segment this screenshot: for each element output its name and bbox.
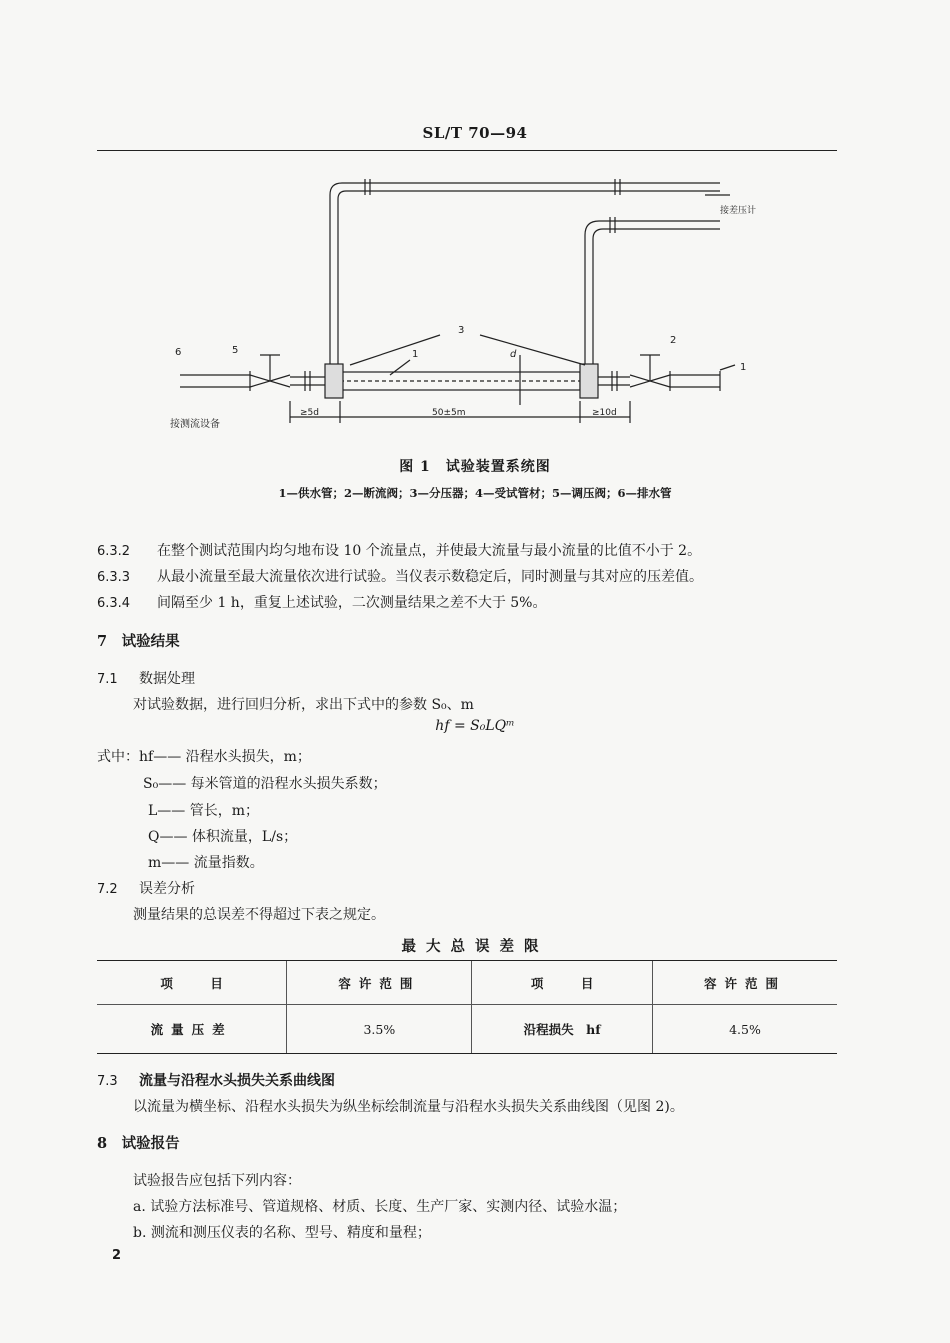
paragraph-6-3-4	[97, 592, 546, 612]
clause-7-2-text: 测量结果的总误差不得超过下表之规定。	[133, 907, 385, 923]
clause-text: 从最小流量至最大流量依次进行试验。当仪表示数稳定后，同时测量与其对应的压差值。	[157, 569, 703, 585]
clause-title: 误差分析	[139, 881, 195, 897]
label-connect-gauge: 接差压计	[720, 206, 757, 216]
label-1: 1	[740, 362, 747, 373]
var-l: L—— 管长，m；	[148, 803, 260, 819]
label-5: 5	[232, 345, 239, 356]
figure-caption: 图 1 试验装置系统图	[399, 459, 551, 475]
header-rule	[97, 150, 837, 151]
cell-flow-pressure: 流量压差	[97, 1005, 287, 1054]
clause-7-3-text: 以流量为横坐标、沿程水头损失为纵坐标绘制流量与沿程水头损失关系曲线图（见图 2)。	[133, 1099, 684, 1115]
paragraph-6-3-3	[97, 566, 703, 586]
formula: hf = S₀LQᵐ	[435, 718, 515, 734]
label-d: d	[510, 349, 517, 360]
clause-number: 7.2	[97, 882, 118, 897]
list-item: a. 试验方法标准号、管道规格、材质、长度、生产厂家、实测内径、试验水温；	[133, 1199, 627, 1215]
apparatus-diagram	[160, 165, 800, 445]
list-item: b. 测流和测压仪表的名称、型号、精度和量程；	[133, 1225, 431, 1241]
header-item-1: 项 目	[97, 961, 287, 1005]
header-item-2: 项 目	[472, 961, 653, 1005]
clause-number: 7.3	[97, 1074, 118, 1089]
valve-5-left	[250, 375, 270, 387]
label-length: 50±5m	[432, 408, 466, 418]
section-7-title: 7 试验结果	[97, 633, 180, 650]
clause-7-1	[97, 668, 195, 688]
table-title: 最大总误差限	[401, 938, 549, 955]
pressure-divider-left	[325, 364, 343, 398]
variables-intro	[97, 746, 311, 766]
cell-flow-range: 3.5%	[287, 1005, 472, 1054]
paragraph-6-3-2	[97, 540, 701, 560]
label-2: 2	[670, 335, 677, 346]
label-ge10d: ≥10d	[592, 408, 617, 418]
var-m: m—— 流量指数。	[148, 855, 264, 871]
clause-7-1-text: 对试验数据，进行回归分析，求出下式中的参数 S₀、m	[133, 697, 474, 713]
header-range-1: 容许范围	[287, 961, 472, 1005]
label-3: 3	[458, 325, 465, 336]
label-ge5d: ≥5d	[300, 408, 319, 418]
document-header-code: SL/T 70—94	[422, 124, 528, 142]
label-6: 6	[175, 347, 182, 358]
error-limits-table	[97, 960, 837, 1054]
clause-number: 6.3.3	[97, 570, 131, 585]
header-range-2: 容许范围	[652, 961, 837, 1005]
section-8-intro: 试验报告应包括下列内容：	[133, 1173, 301, 1189]
clause-title: 数据处理	[139, 671, 195, 687]
clause-number: 6.3.2	[97, 544, 131, 559]
clause-text: 在整个测试范围内均匀地布设 10 个流量点，并使最大流量与最小流量的比值不小于 2。	[157, 543, 702, 559]
clause-7-2	[97, 878, 195, 898]
clause-text: 间隔至少 1 h，重复上述试验，二次测量结果之差不大于 5%。	[157, 595, 547, 611]
pressure-divider-right	[580, 364, 598, 398]
valve-2-right	[630, 375, 650, 387]
clause-title: 流量与沿程水头损失关系曲线图	[139, 1073, 335, 1089]
clause-number: 7.1	[97, 672, 118, 687]
clause-number: 6.3.4	[97, 596, 131, 611]
table-row	[97, 1005, 837, 1054]
cell-head-range: 4.5%	[652, 1005, 837, 1054]
label-4: 1	[412, 349, 419, 360]
label-connect-flow: 接测流设备	[170, 419, 220, 430]
var-q: Q—— 体积流量，L/s；	[148, 829, 298, 845]
figure-legend: 1—供水管；2—断流阀；3—分压器；4—受试管材；5—调压阀；6—排水管	[278, 486, 672, 500]
page-number: 2	[112, 1248, 122, 1263]
vars-label: 式中：	[97, 749, 139, 765]
clause-7-3	[97, 1070, 335, 1090]
var-s0: S₀—— 每米管道的沿程水头损失系数；	[143, 776, 387, 792]
section-8-title: 8 试验报告	[97, 1135, 180, 1152]
table-header-row	[97, 961, 837, 1005]
var-hf: hf—— 沿程水头损失，m；	[139, 749, 311, 765]
test-apparatus-figure	[160, 165, 800, 445]
cell-head-loss: 沿程损失 hf	[472, 1005, 653, 1054]
